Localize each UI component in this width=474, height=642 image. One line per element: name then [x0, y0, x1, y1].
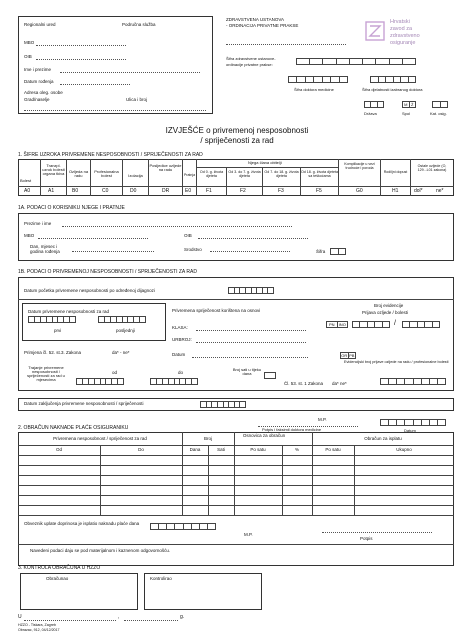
- njega-header: Njega člana obitelji: [248, 160, 282, 165]
- sex-m[interactable]: M: [403, 102, 410, 107]
- branch-office-label: Područna služba: [122, 22, 156, 27]
- code-e0[interactable]: E0: [185, 188, 192, 194]
- col-njega-0: Od 0. g. života djeteta: [199, 170, 224, 178]
- name-field[interactable]: [60, 72, 200, 73]
- art52-da-ne[interactable]: da* - ne*: [112, 350, 130, 355]
- calc-label: Obračunao: [46, 576, 69, 581]
- klasa-label: KLASA:: [172, 325, 188, 330]
- relation-label: Srodstvo: [184, 247, 202, 252]
- duration-od-label: od: [112, 370, 118, 375]
- mbo-field[interactable]: [36, 45, 126, 46]
- caregiver-name-field[interactable]: [62, 226, 292, 227]
- col-njega-3: Od 3. do 7. g. života djeteta: [228, 170, 261, 178]
- date-range-label: Datum privremene nesposobnosti za rad: [28, 309, 110, 314]
- relation-code-cells[interactable]: [330, 248, 346, 255]
- cl53-da-ne[interactable]: da* ne*: [332, 381, 347, 386]
- insurer-basis-label: Privremena spriječenost korištena na osnovi: [172, 308, 261, 313]
- section1-title: 1. ŠIFRE UZROKA PRIVREMENE NESPOSOBNOSTI / SPRIJEČENOSTI ZA RAD: [18, 152, 203, 158]
- code-b0[interactable]: B0: [72, 188, 79, 194]
- city-label: Grad/naselje: [24, 97, 50, 102]
- printer-code2: Obrazac, 912, 04/12/2017: [18, 628, 60, 632]
- control-label: Kontrolirao: [150, 576, 172, 581]
- logo-line1: Hrvatski: [390, 19, 410, 25]
- form-title-line2: / spriječenosti za rad: [200, 136, 274, 145]
- employer-signature-label: Potpis: [360, 536, 373, 541]
- start-date-label: Datum početka privremene nesposobnosti po određenoj dijagnozi: [24, 288, 155, 293]
- col-do: Do: [138, 447, 144, 452]
- mp2-label: M.P.: [244, 532, 253, 537]
- mp-label: M.P.: [318, 417, 327, 422]
- hzzo-logo-mark: [364, 20, 386, 42]
- or-cell[interactable]: OR: [341, 353, 348, 358]
- logo-line4: osiguranje: [390, 40, 416, 46]
- form-title-line1: IZVJEŠĆE o privremenoj nesposobnosti: [165, 126, 309, 135]
- institution-code-label1: Šifra zdravstvene ustanove-: [226, 56, 276, 61]
- code-dr[interactable]: DR: [162, 188, 170, 194]
- code-f3[interactable]: F3: [278, 188, 284, 194]
- mbo-label: MBO: [24, 40, 35, 45]
- col-profesionalna: Profesionalna bolest: [94, 169, 119, 178]
- section1b-title: 1B. PODACI O PRIVREMENOJ NESPOSOBNOSTI / SPRIJEČENOSTI ZA RAD: [18, 269, 197, 275]
- last-label: posljednji: [116, 328, 135, 333]
- col-po-satu-2: Po satu: [325, 447, 341, 452]
- printer-code1: HZZO - Tiskara, Zagreb: [18, 623, 56, 627]
- code-ne[interactable]: ne*: [436, 188, 444, 194]
- or-pb-cells[interactable]: [340, 352, 356, 359]
- caregiver-dob-label: Dan, mjesec i godina rođenja: [30, 244, 60, 254]
- record-number-cells[interactable]: [352, 321, 390, 328]
- employer-paid-date-cells[interactable]: [150, 523, 216, 530]
- comma: ,: [118, 614, 120, 620]
- code-d0[interactable]: D0: [130, 188, 137, 194]
- employer-paid-label: Obveznik uplate doprinosa je isplatio naknadu plaće dana: [24, 521, 140, 526]
- col-rodiljni: Rodiljni dopust: [383, 170, 408, 174]
- signature-date-cells[interactable]: [380, 419, 446, 426]
- col-ukupno: Ukupno: [396, 447, 412, 452]
- logo-line2: zavod za: [390, 26, 413, 32]
- code-g0[interactable]: G0: [356, 188, 363, 194]
- evid-cells[interactable]: [380, 378, 446, 385]
- record-year-cells[interactable]: [402, 321, 440, 328]
- caregiver-name-label: Prezime i ime: [24, 221, 52, 226]
- year-suffix: g.: [180, 614, 185, 620]
- col-bolest: Bolest: [20, 178, 32, 183]
- dob-label: Datum rođenja: [24, 79, 54, 84]
- institution-field[interactable]: [226, 44, 346, 45]
- name-label: Ime i prezime: [24, 67, 52, 72]
- date-field[interactable]: [124, 620, 178, 621]
- h-days: Broj: [203, 436, 212, 441]
- code-a0[interactable]: A0: [24, 188, 31, 194]
- date2-label: Datum: [172, 352, 186, 357]
- col-ozljeda: Ozljeda na radu: [68, 169, 89, 178]
- doctor-code-label: Šifra doktora medicine: [294, 87, 334, 92]
- institution-line1: ZDRAVSTVENA USTANOVA: [226, 17, 285, 22]
- h-base: Osnovica za obračun: [242, 433, 286, 438]
- institution-code-label2: ordinacije privatne prakse:: [226, 62, 273, 67]
- col-posljedice: Posljedice ozljede na radu: [149, 163, 182, 172]
- duration-do-label: do: [178, 370, 184, 375]
- section2-title: 2. OBRAČUN NAKNADE PLAĆE OSIGURANIKU: [18, 425, 129, 431]
- street-label: Ulica i broj: [126, 97, 148, 102]
- urbroj-label: URBROJ:: [172, 337, 192, 342]
- art52-label: Primjena čl. 52. st.3. Zakona: [24, 350, 82, 355]
- h-period: Privremena nesposobnost / spriječenost za rad: [53, 436, 147, 441]
- insurance-category-label: Kat. osig.: [430, 111, 447, 116]
- code-da[interactable]: dol*: [414, 188, 423, 194]
- address-field[interactable]: [24, 110, 206, 111]
- country-label: Država: [364, 111, 377, 116]
- insurance-category-cells[interactable]: [432, 101, 448, 108]
- col-ostale: Ostale ozljede (O, 129...L01 zakona): [417, 164, 447, 172]
- cl53-label: Čl. 53. st. 1 Zakona: [284, 381, 324, 386]
- col-od: Od: [55, 447, 62, 452]
- signature-label: Potpis i faksimil doktora medicine: [262, 427, 322, 432]
- pn-number-label: Prijava ozljede / bolesti: [362, 310, 409, 315]
- col-percent: %: [294, 447, 299, 452]
- col-pratnja: Pratnja: [183, 173, 196, 177]
- start-date-cells[interactable]: [228, 287, 274, 294]
- end-date-label: Datum zaključenja privremene nesposobnosti / spriječenosti: [24, 401, 144, 406]
- address-label: Adresa oleg. osobe: [24, 90, 63, 95]
- liability-note: Navedeni podaci daju se pod materijalnom i kaznenom odgovornošću.: [30, 548, 171, 553]
- section1a-title: 1A. PODACI O KORISNIKU NJEGE I PRATNJE: [18, 205, 125, 211]
- relation-field[interactable]: [210, 251, 290, 252]
- record-slash: /: [394, 320, 396, 327]
- col-njega-7: Od 7. do 18. g. života djeteta: [264, 170, 299, 178]
- sex-cells[interactable]: [402, 101, 416, 108]
- klasa-field[interactable]: [196, 330, 306, 331]
- col-komplikacije: Komplikacije u vezi trudnoće i poroda: [344, 162, 375, 170]
- evid-label: Evidencijski broj prijave ozljede na radu / profesionalne bolesti: [344, 360, 449, 364]
- end-date-cells[interactable]: [200, 401, 246, 408]
- pb-cell[interactable]: PB: [349, 353, 355, 358]
- sex-label: Spol: [402, 111, 411, 116]
- caregiver-mbo-label: MBO: [24, 233, 35, 238]
- code-h1[interactable]: H1: [392, 188, 399, 194]
- urbroj-field[interactable]: [196, 342, 306, 343]
- country-cells[interactable]: [364, 101, 384, 108]
- logo-line3: zdravstveno: [390, 33, 420, 39]
- h-payout: Obračun za isplatu: [364, 436, 402, 441]
- code-f1[interactable]: F1: [206, 188, 212, 194]
- caregiver-dob-field[interactable]: [72, 251, 154, 252]
- place-field[interactable]: [24, 620, 116, 621]
- section3-title: 3. KONTROLA OBRAČUNA U HZZO: [18, 565, 101, 571]
- col-po-satu: Po satu: [250, 447, 266, 452]
- ino-cell[interactable]: INO: [338, 322, 346, 327]
- col-tranzpl: Tranzpl. uzrok bolesti organa tkiva: [42, 163, 65, 176]
- duration-do-cells[interactable]: [150, 378, 198, 385]
- oib-label: OIB: [24, 54, 32, 59]
- duration-od-cells[interactable]: [76, 378, 124, 385]
- hours-label: Broj sati u tijeku dana: [232, 367, 262, 376]
- first-date-cells[interactable]: [28, 316, 76, 323]
- caregiver-oib-field[interactable]: [198, 238, 308, 239]
- institution-line2: - ORDINACIJA PRIVATNE PRAKSE: [226, 23, 299, 28]
- section1a-box: [18, 213, 454, 261]
- doctor-code-cells[interactable]: [288, 76, 348, 83]
- activity-code-label: Šifra djelatnosti izabranog doktora: [362, 87, 423, 92]
- code-f2[interactable]: F2: [240, 188, 246, 194]
- caregiver-mbo-field[interactable]: [38, 238, 148, 239]
- col-njega-18: Od 18. g. života djeteta sa teškoćama: [301, 170, 338, 178]
- hzzo-logo: [364, 20, 386, 42]
- date2-field[interactable]: [192, 357, 308, 358]
- institution-code-cells[interactable]: [296, 58, 416, 65]
- code-f5[interactable]: F5: [316, 188, 322, 194]
- signature-date-label: Datum: [404, 428, 416, 433]
- duration-label: Trajanje privremene nesposobnosti / spriječenosti za rad u mjesecima: [27, 365, 65, 382]
- regional-office-label: Regionalni ured: [24, 22, 56, 27]
- record-number-label: Broj evidencije: [374, 303, 404, 308]
- employer-signature-field[interactable]: [322, 532, 432, 533]
- hours-cells[interactable]: [264, 372, 276, 379]
- last-date-cells[interactable]: [98, 316, 146, 323]
- place-label: U: [18, 614, 22, 620]
- relation-code-label: Šifra: [316, 249, 326, 254]
- code-a1[interactable]: A1: [48, 188, 55, 194]
- pn-cell[interactable]: PN: [327, 322, 338, 327]
- calc-box: [20, 573, 138, 610]
- activity-code-cells[interactable]: [370, 76, 416, 83]
- col-izolacija: Izolacija: [128, 173, 143, 178]
- oib-field[interactable]: [36, 59, 126, 60]
- sex-z[interactable]: Ž: [411, 102, 414, 107]
- pn-ino-cells[interactable]: [326, 321, 348, 328]
- code-c0[interactable]: C0: [102, 188, 109, 194]
- caregiver-oib-label: OIB: [184, 233, 192, 238]
- first-label: prvi: [54, 328, 62, 333]
- col-dana: Dana: [189, 447, 201, 452]
- col-sati: Sati: [217, 447, 225, 452]
- dob-field[interactable]: [60, 84, 130, 85]
